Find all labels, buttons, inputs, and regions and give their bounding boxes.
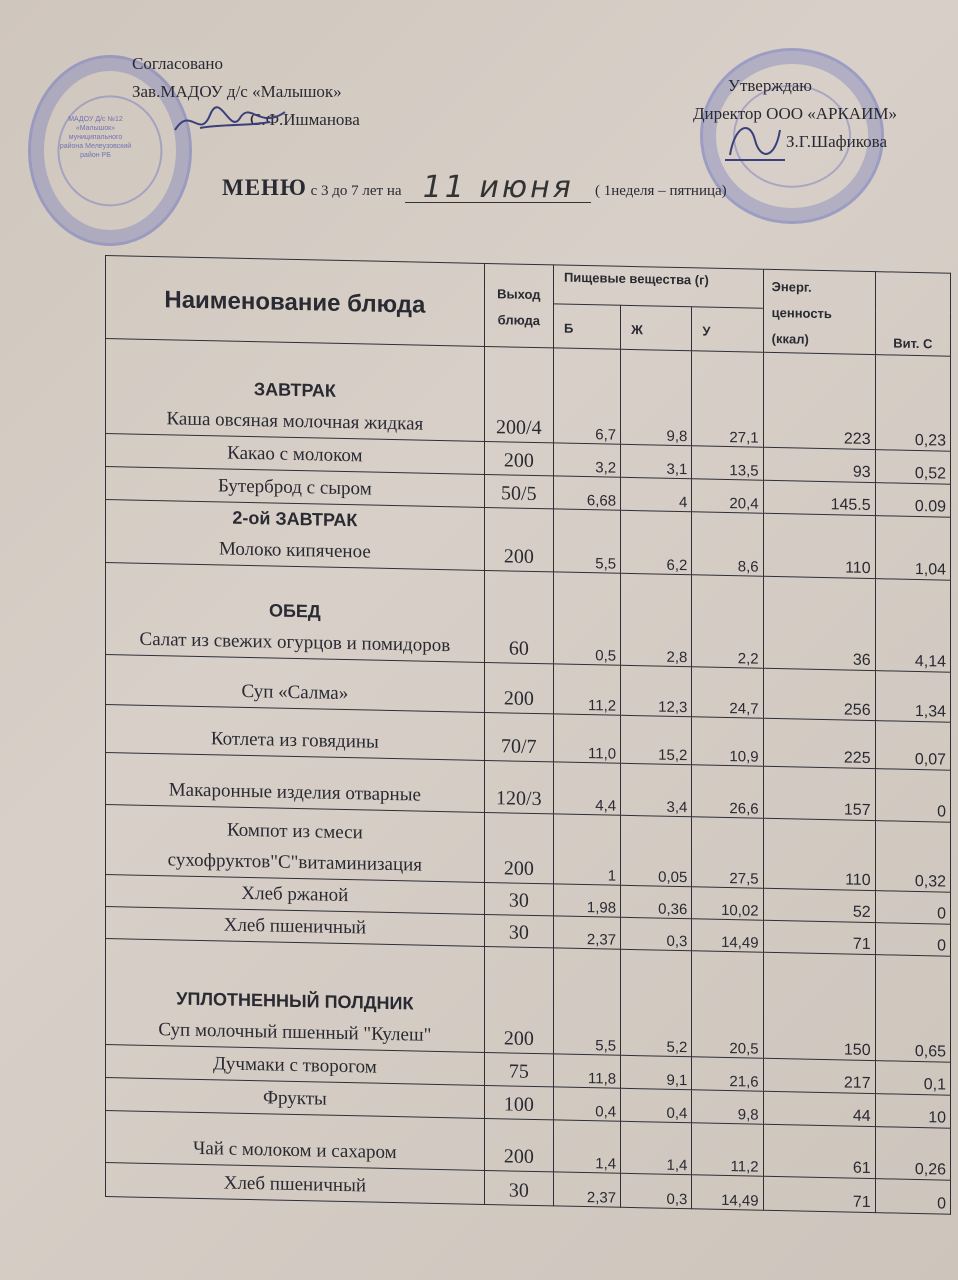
approved-signer: З.Г.Шафикова bbox=[786, 132, 887, 151]
fat-cell: 3,1 bbox=[621, 444, 692, 478]
vitamin-c-cell: 0 bbox=[875, 923, 950, 957]
energy-cell: 110 bbox=[763, 818, 875, 890]
fat-cell: 0,3 bbox=[621, 917, 692, 950]
energy-cell: 145.5 bbox=[763, 480, 875, 515]
dish-name: Котлета из говядины bbox=[210, 728, 379, 753]
dish-name-cell bbox=[106, 339, 485, 442]
dish-name-cell bbox=[106, 705, 485, 761]
dish-name: Хлеб ржаной bbox=[241, 882, 349, 907]
energy-cell: 71 bbox=[763, 920, 875, 954]
dish-name: Суп молочный пшенный "Кулеш" bbox=[158, 1019, 432, 1046]
yield-cell: 200 bbox=[484, 812, 553, 883]
dish-name-cell bbox=[106, 753, 485, 813]
dish-name: Хлеб пшеничный bbox=[223, 914, 366, 939]
fat-cell: 6,2 bbox=[621, 510, 692, 574]
dish-name: Салат из свежих огурцов и помидоров bbox=[139, 628, 451, 657]
table-row bbox=[106, 339, 951, 452]
fat-cell: 0,3 bbox=[621, 1173, 692, 1208]
dish-name: Макаронные изделия отварные bbox=[168, 779, 421, 806]
protein-cell: 1,4 bbox=[553, 1120, 620, 1173]
dish-name-cell bbox=[106, 939, 485, 1053]
carb-cell: 8,6 bbox=[692, 512, 763, 576]
protein-cell: 0,5 bbox=[553, 572, 620, 665]
protein-cell: 4,4 bbox=[553, 762, 620, 815]
carb-cell: 2,2 bbox=[692, 575, 763, 668]
energy-cell: 61 bbox=[763, 1124, 875, 1178]
yield-cell: 120/3 bbox=[484, 760, 553, 813]
approved-label: Утверждаю bbox=[727, 76, 812, 95]
protein-cell: 1,98 bbox=[553, 884, 620, 917]
yield-cell: 100 bbox=[484, 1085, 553, 1119]
dish-name: Каша овсяная молочная жидкая bbox=[166, 408, 424, 435]
column-header-yield: Выход блюда bbox=[484, 263, 553, 347]
fat-cell: 0,4 bbox=[621, 1088, 692, 1122]
yield-cell: 30 bbox=[484, 882, 553, 915]
carb-cell: 20,5 bbox=[692, 951, 763, 1058]
vitamin-c-cell: 1,34 bbox=[875, 671, 950, 723]
carb-cell: 10,02 bbox=[692, 887, 763, 920]
yield-cell: 75 bbox=[484, 1052, 553, 1086]
yield-cell: 200 bbox=[484, 946, 553, 1053]
column-header-u: У bbox=[692, 307, 763, 352]
carb-cell: 13,5 bbox=[692, 446, 763, 480]
protein-cell: 6,7 bbox=[553, 348, 620, 444]
approved-position: Директор ООО «АРКАИМ» bbox=[692, 104, 897, 123]
carb-cell: 21,6 bbox=[692, 1057, 763, 1091]
left-signature bbox=[170, 100, 290, 145]
column-header-nutrients: Пищевые вещества (г) bbox=[553, 265, 763, 309]
protein-cell: 2,37 bbox=[553, 916, 620, 949]
fat-cell: 0,36 bbox=[621, 885, 692, 918]
protein-cell: 1 bbox=[553, 814, 620, 885]
agreed-label: Согласовано bbox=[132, 54, 223, 73]
fat-cell: 9,8 bbox=[621, 349, 692, 445]
protein-cell: 11,8 bbox=[553, 1054, 620, 1088]
energy-cell: 256 bbox=[763, 668, 875, 720]
energy-cell: 225 bbox=[763, 718, 875, 768]
carb-cell: 27,5 bbox=[692, 817, 763, 888]
dish-name-cell bbox=[106, 1111, 485, 1171]
dish-name-cell bbox=[106, 805, 485, 883]
meal-section-title: 2-ой ЗАВТРАК bbox=[232, 507, 358, 531]
table-row bbox=[106, 939, 951, 1063]
left-stamp-text: МАДОУ Д/с №12 «Малышок» муниципального района Мелеузовский район РБ bbox=[59, 116, 132, 159]
energy-cell: 52 bbox=[763, 888, 875, 922]
energy-cell: 44 bbox=[763, 1091, 875, 1126]
carb-cell: 26,6 bbox=[692, 765, 763, 818]
meal-section-title: УПЛОТНЕННЫЙ ПОЛДНИК bbox=[176, 988, 414, 1014]
carb-cell: 14,49 bbox=[692, 919, 763, 952]
column-header-zh: Ж bbox=[621, 306, 692, 351]
protein-cell: 11,2 bbox=[553, 664, 620, 715]
vitamin-c-cell: 0,26 bbox=[875, 1127, 950, 1181]
energy-cell: 71 bbox=[763, 1176, 875, 1212]
protein-cell: 5,5 bbox=[553, 948, 620, 1055]
vitamin-c-cell: 0,07 bbox=[875, 721, 950, 771]
fat-cell: 0,05 bbox=[621, 815, 692, 886]
dish-name: Фрукты bbox=[262, 1087, 327, 1110]
fat-cell: 2,8 bbox=[621, 573, 692, 666]
dish-name: Чай с молоком и сахаром bbox=[193, 1137, 397, 1164]
carb-cell: 11,2 bbox=[692, 1123, 763, 1176]
meal-section-title: ОБЕД bbox=[268, 600, 321, 622]
protein-cell: 6,68 bbox=[553, 476, 620, 510]
yield-cell: 200 bbox=[484, 1118, 553, 1171]
fat-cell: 9,1 bbox=[621, 1055, 692, 1089]
handwritten-date: 11 июня bbox=[405, 174, 591, 203]
energy-cell: 217 bbox=[763, 1058, 875, 1093]
fat-cell: 1,4 bbox=[621, 1121, 692, 1174]
yield-cell: 70/7 bbox=[484, 712, 553, 761]
yield-cell: 50/5 bbox=[484, 474, 553, 508]
protein-cell: 3,2 bbox=[553, 443, 620, 477]
dish-name: Суп «Салма» bbox=[241, 680, 349, 705]
meal-section-title: ЗАВТРАК bbox=[253, 379, 336, 401]
vitamin-c-cell: 0,32 bbox=[875, 821, 950, 893]
energy-cell: 150 bbox=[763, 952, 875, 1060]
yield-cell: 200 bbox=[484, 507, 553, 571]
right-signature bbox=[720, 115, 790, 165]
energy-cell: 110 bbox=[763, 513, 875, 578]
dish-name: Хлеб пшеничный bbox=[223, 1172, 366, 1197]
carb-cell: 27,1 bbox=[692, 351, 763, 447]
dish-name: Молоко кипяченое bbox=[218, 538, 371, 563]
menu-table bbox=[105, 255, 951, 1215]
carb-cell: 20,4 bbox=[692, 479, 763, 513]
column-header-vitc: Вит. С bbox=[875, 272, 950, 357]
vitamin-c-cell: 0 bbox=[875, 1179, 950, 1215]
protein-cell: 5,5 bbox=[553, 509, 620, 573]
agreed-position: Зав.МАДОУ д/с «Малышок» bbox=[132, 82, 342, 101]
protein-cell: 2,37 bbox=[553, 1172, 620, 1207]
week-label: ( 1неделя – пятница) bbox=[595, 183, 727, 199]
dish-name-cell bbox=[106, 655, 485, 713]
energy-cell: 36 bbox=[763, 576, 875, 670]
yield-cell: 30 bbox=[484, 1170, 553, 1205]
fat-cell: 4 bbox=[621, 477, 692, 511]
menu-word: МЕНЮ bbox=[222, 175, 307, 200]
age-range: с 3 до 7 лет на bbox=[310, 183, 402, 199]
carb-cell: 9,8 bbox=[692, 1090, 763, 1124]
fat-cell: 5,2 bbox=[621, 949, 692, 1056]
vitamin-c-cell: 0,65 bbox=[875, 955, 950, 1063]
yield-cell: 30 bbox=[484, 914, 553, 947]
dish-name-cell bbox=[106, 563, 485, 663]
carb-cell: 14,49 bbox=[692, 1175, 763, 1210]
column-header-b: Б bbox=[553, 304, 620, 349]
vitamin-c-cell: 0,52 bbox=[875, 450, 950, 485]
vitamin-c-cell: 4,14 bbox=[875, 579, 950, 673]
agreed-signer: С.Ф.Ишманова bbox=[250, 110, 360, 129]
energy-cell: 223 bbox=[763, 352, 875, 449]
vitamin-c-cell: 10 bbox=[875, 1094, 950, 1129]
carb-cell: 10,9 bbox=[692, 717, 763, 766]
column-header-name: Наименование блюда bbox=[106, 256, 485, 347]
yield-cell: 60 bbox=[484, 570, 553, 663]
fat-cell: 15,2 bbox=[621, 715, 692, 764]
protein-cell: 11,0 bbox=[553, 714, 620, 763]
energy-cell: 93 bbox=[763, 447, 875, 482]
dish-name: Бутерброд с сыром bbox=[217, 475, 372, 500]
carb-cell: 24,7 bbox=[692, 667, 763, 718]
yield-cell: 200 bbox=[484, 662, 553, 713]
menu-title bbox=[222, 170, 727, 205]
vitamin-c-cell: 0,23 bbox=[875, 355, 950, 452]
vitamin-c-cell: 0.09 bbox=[875, 483, 950, 518]
vitamin-c-cell: 0,1 bbox=[875, 1061, 950, 1096]
vitamin-c-cell: 0 bbox=[875, 769, 950, 823]
dish-name-cell bbox=[106, 500, 485, 571]
dish-name: Какао с молоком bbox=[227, 442, 363, 467]
column-header-energy: Энерг. ценность (ккал) bbox=[763, 269, 875, 354]
dish-name-cell bbox=[106, 1163, 485, 1205]
menu-table-body bbox=[106, 339, 951, 1215]
yield-cell: 200/4 bbox=[484, 346, 553, 442]
fat-cell: 12,3 bbox=[621, 665, 692, 716]
vitamin-c-cell: 1,04 bbox=[875, 516, 950, 581]
dish-name: Компот из смеси сухофруктов"С"витаминизация bbox=[167, 819, 423, 876]
vitamin-c-cell: 0 bbox=[875, 891, 950, 925]
header-row-1 bbox=[106, 256, 951, 313]
dish-name: Дучмаки с творогом bbox=[212, 1053, 377, 1078]
protein-cell: 0,4 bbox=[553, 1087, 620, 1121]
yield-cell: 200 bbox=[484, 441, 553, 475]
table-row bbox=[106, 563, 951, 673]
energy-cell: 157 bbox=[763, 766, 875, 820]
fat-cell: 3,4 bbox=[621, 763, 692, 816]
